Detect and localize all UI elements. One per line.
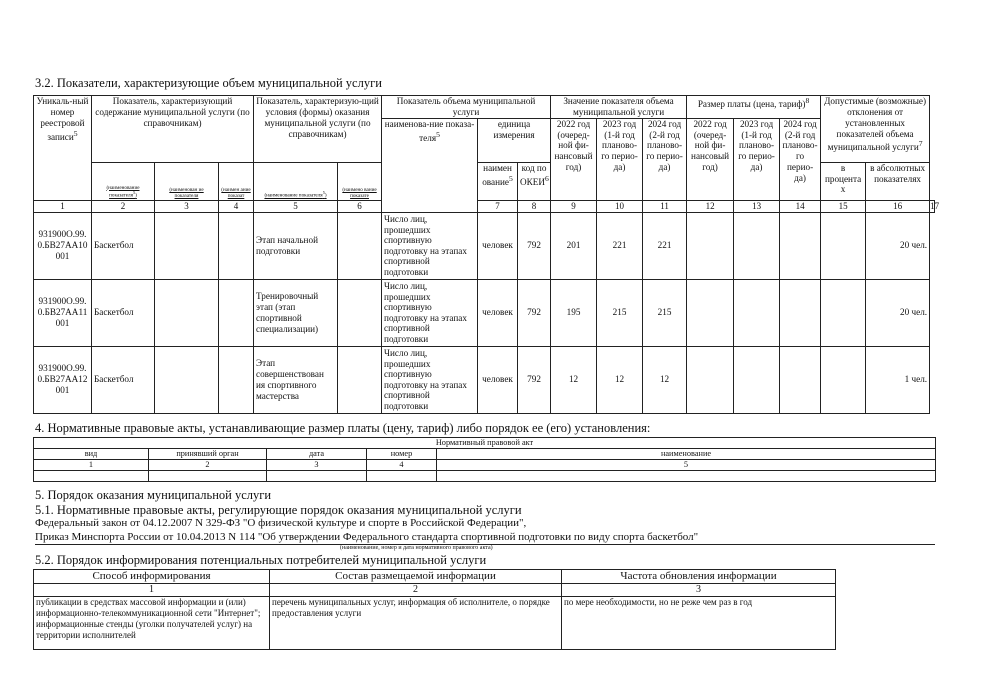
header-volume-name: наименова-ние показа-теля$^5$ [382,118,478,212]
fee-acts-num-3: 3 [267,460,367,471]
section-3-2-title: 3.2. Показатели, характеризующие объем муниципальной услуги [35,76,382,90]
value-2022: 195 [551,279,597,346]
value-2023: 215 [597,279,643,346]
unit-name: человек [478,279,518,346]
table-row [34,346,935,413]
sport-name: Баскетбол [92,279,155,346]
value-2024: 215 [643,279,687,346]
informing-frequency: по мере необходимости, но не реже чем раз в год [562,597,836,650]
table-row [34,597,836,650]
header-volume-unit: единица измерения [478,118,551,162]
volume-indicators-table [33,95,940,414]
col-num-7: 7 [478,200,518,212]
header-fee-y3: 2024 год (2-й год планово-го перио-да) [780,118,821,200]
indicator-name: Число лиц, прошедших спортивную подготовку на этапах спортивной подготовки [382,279,478,346]
header-fee-y1: 2022 год (очеред-ной фи-нансовый год) [687,118,734,200]
subheader-condition-1: (наименование показателя$^5$) [254,162,338,200]
section-4-title: 4. Нормативные правовые акты, устанавливающие размер платы (цену, тариф) либо порядок ее (его) установления: [35,421,651,435]
value-2023: 12 [597,346,643,413]
table-row [34,212,935,279]
informing-content: перечень муниципальных услуг, информация об исполнителе, о порядке предоставления услуги [270,597,562,650]
informing-method: публикации в средствах массовой информации и (или) информационно-телекоммуникационной сети "Интернет"; информационные стенды (уголки получателей услуг) на территории исполнителей [34,597,270,650]
header-fee: Размер платы (цена, тариф)$^8$ [687,96,821,119]
fee-acts-num-1: 1 [34,460,149,471]
header-unique-number: Уникаль-ный номер реестровой записи$^5$ [34,96,92,201]
col-num-6: 6 [338,200,382,212]
training-stage: Этап совершенствован ия спортивного мастерства [254,346,338,413]
training-stage: Тренировочный этап (этап спортивной специализации) [254,279,338,346]
value-2022: 201 [551,212,597,279]
header-volume-indicator: Показатель объема муниципальной услуги [382,96,551,119]
value-2023: 221 [597,212,643,279]
okei-code: 792 [518,346,551,413]
informing-col-content: Состав размещаемой информации [270,570,562,584]
col-num-10: 10 [597,200,643,212]
value-2022: 12 [551,346,597,413]
fee-acts-col-name: наименование [437,449,936,460]
fee-acts-table [33,437,936,482]
col-num-11: 11 [643,200,687,212]
informing-num-3: 3 [562,584,836,597]
col-num-15: 15 [821,200,866,212]
law-caption: (наименование, номер и дата нормативного правового акта) [340,545,493,551]
indicator-name: Число лиц, прошедших спортивную подготовку на этапах спортивной подготовки [382,212,478,279]
sport-name: Баскетбол [92,346,155,413]
header-value-y2: 2023 год (1-й год планово-го перио-да) [597,118,643,200]
header-value-y1: 2022 год (очеред-ной фи-нансовый год) [551,118,597,200]
fee-acts-col-type: вид [34,449,149,460]
training-stage: Этап начальной подготовки [254,212,338,279]
header-deviation-percent: в процента х [821,162,866,200]
col-num-17: 17 [930,200,940,211]
deviation-absolute: 1 чел. [866,346,930,413]
header-fee-y2: 2023 год (1-й год планово-го перио-да) [734,118,780,200]
section-5-title: 5. Порядок оказания муниципальной услуги [35,488,272,502]
unit-name: человек [478,212,518,279]
col-num-13: 13 [734,200,780,212]
okei-code: 792 [518,279,551,346]
registry-code: 931900О.99.0.БВ27АА12001 [34,346,92,413]
header-deviation-absolute: в абсолютных показателях [866,162,930,200]
informing-num-2: 2 [270,584,562,597]
registry-code: 931900О.99.0.БВ27АА11001 [34,279,92,346]
section-5-2-title: 5.2. Порядок информирования потенциальных потребителей муниципальной услуги [35,553,487,567]
header-okei: код по ОКЕИ$^6$ [518,162,551,200]
subheader-content-1: (наименование показателя$^5$) [92,162,155,200]
sport-name: Баскетбол [92,212,155,279]
header-content-indicator: Показатель, характеризующий содержание муниципальной услуги (по справочникам) [92,96,254,163]
col-num-14: 14 [780,200,821,212]
header-volume-value: Значение показателя объема муниципальной услуги [551,96,687,119]
fee-acts-num-5: 5 [437,460,936,471]
header-value-y3: 2024 год (2-й год планово-го перио-да) [643,118,687,200]
header-condition-indicator: Показатель, характеризую-щий условия (формы) оказания муниципальной услуги (по справочникам) [254,96,382,163]
value-2024: 12 [643,346,687,413]
law-1: Федеральный закон от 04.12.2007 N 329-ФЗ "О физической культуре и спорте в Российской Федерации", [35,517,527,529]
col-num-5: 5 [254,200,338,212]
col-num-16: 16 [866,200,930,212]
informing-col-frequency: Частота обновления информации [562,570,836,584]
informing-table [33,569,836,650]
col-num-12: 12 [687,200,734,212]
value-2024: 221 [643,212,687,279]
indicator-name: Число лиц, прошедших спортивную подготовку на этапах спортивной подготовки [382,346,478,413]
subheader-content-2: (наименован ие показателя [155,162,219,200]
fee-acts-col-authority: принявший орган [149,449,267,460]
col-num-3: 3 [155,200,219,212]
col-num-4: 4 [219,200,254,212]
registry-code: 931900О.99.0.БВ27АА10001 [34,212,92,279]
col-num-9: 9 [551,200,597,212]
informing-col-method: Способ информирования [34,570,270,584]
header-deviation: Допустимые (возможные) отклонения от установленных показателей объема муниципальной услуги$^7$ [821,96,930,163]
okei-code: 792 [518,212,551,279]
deviation-absolute: 20 чел. [866,279,930,346]
informing-num-1: 1 [34,584,270,597]
fee-acts-header: Нормативный правовой акт [34,438,936,449]
fee-acts-col-number: номер [367,449,437,460]
section-5-1-title: 5.1. Нормативные правовые акты, регулирующие порядок оказания муниципальной услуги [35,503,522,517]
table-row [34,279,935,346]
fee-acts-col-date: дата [267,449,367,460]
subheader-condition-2: (наимено вание показате [338,162,382,200]
col-num-8: 8 [518,200,551,212]
header-unit-name: наимен ование$^5$ [478,162,518,200]
col-num-2: 2 [92,200,155,212]
fee-acts-num-4: 4 [367,460,437,471]
deviation-absolute: 20 чел. [866,212,930,279]
unit-name: человек [478,346,518,413]
col-num-1: 1 [34,200,92,212]
subheader-content-3: (наимен ание показат [219,162,254,200]
law-2: Приказ Минспорта России от 10.04.2013 N 114 "Об утверждении Федерального стандарта спортивной подготовки по виду спорта баскетбол" [35,531,699,543]
fee-acts-num-2: 2 [149,460,267,471]
